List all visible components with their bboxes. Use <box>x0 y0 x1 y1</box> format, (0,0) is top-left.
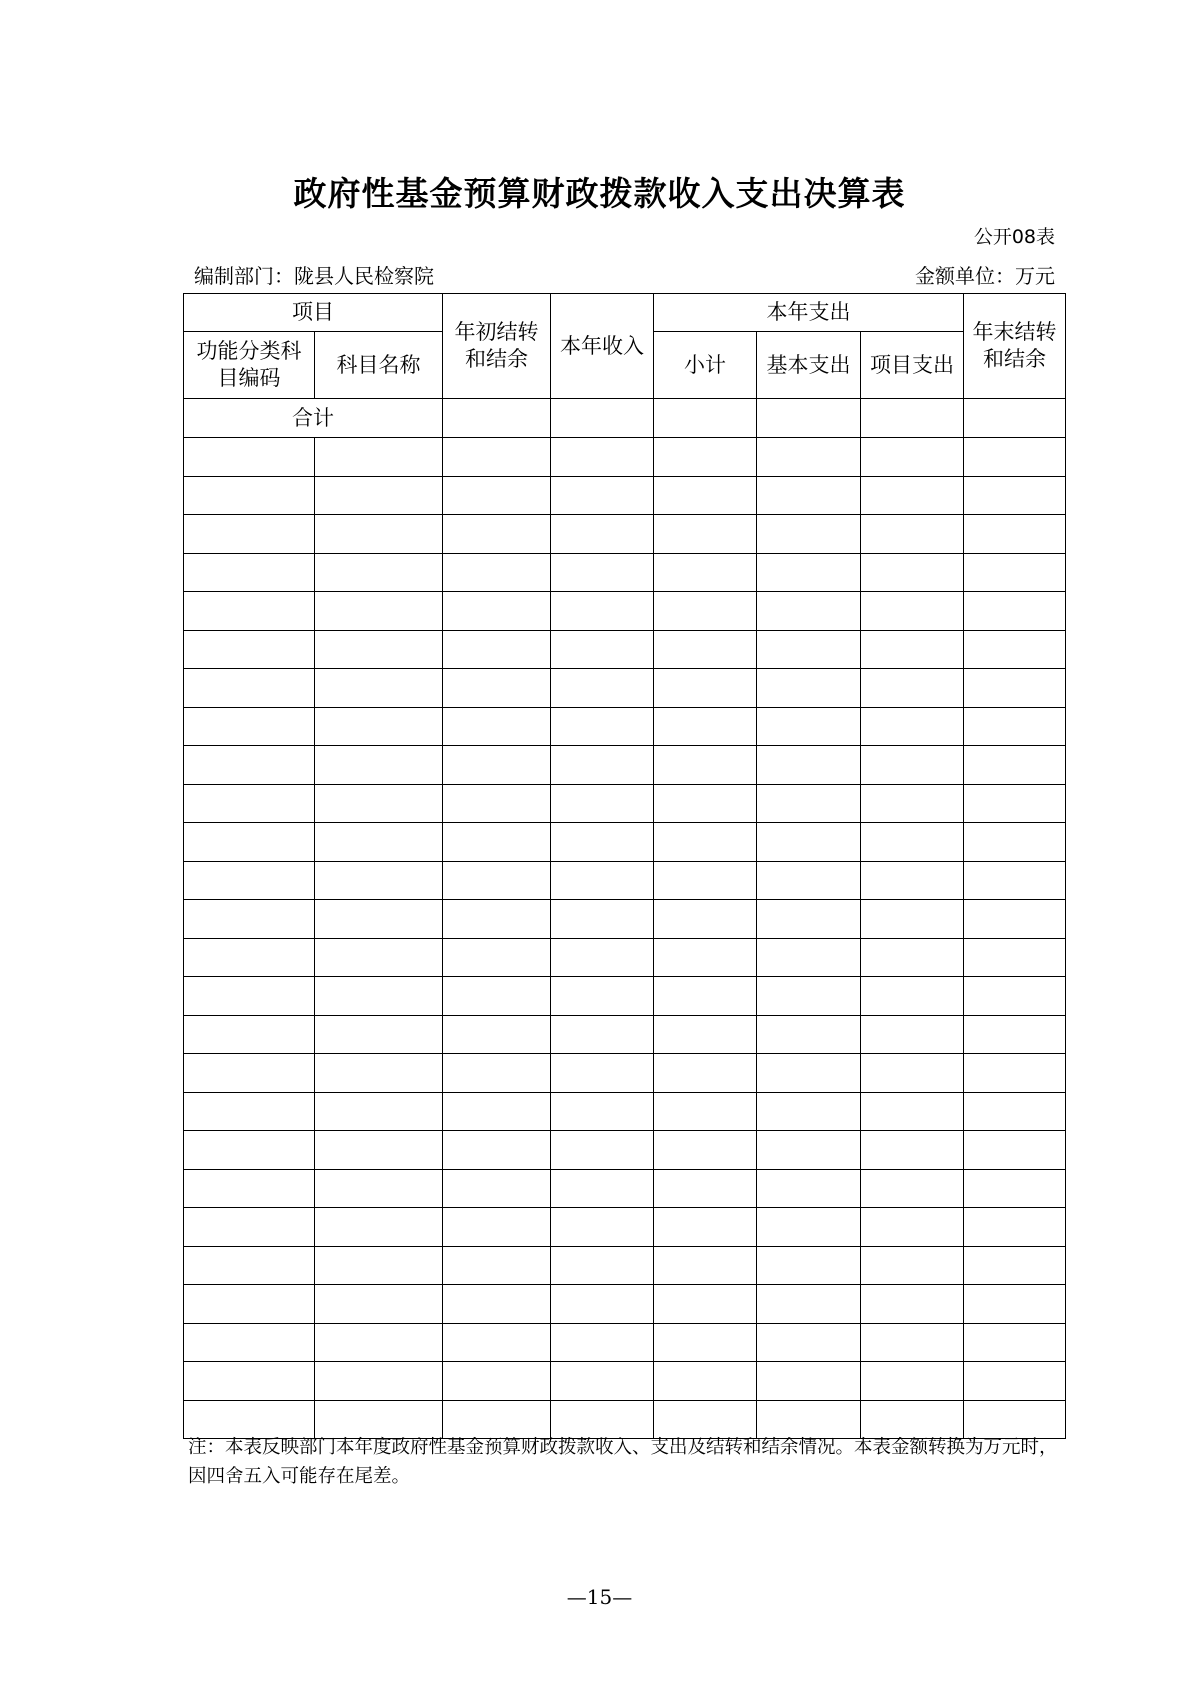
table-cell <box>551 553 654 592</box>
table-cell <box>443 1054 551 1093</box>
table-cell <box>654 938 757 977</box>
table-cell <box>757 746 861 785</box>
table-cell <box>654 515 757 554</box>
table-cell <box>551 977 654 1016</box>
table-cell <box>964 823 1066 862</box>
table-cell <box>443 1208 551 1247</box>
table-cell <box>861 669 964 708</box>
table-row <box>184 1323 1066 1362</box>
table-cell <box>551 438 654 477</box>
total-cell <box>757 399 861 438</box>
table-cell <box>654 438 757 477</box>
table-cell <box>551 1362 654 1401</box>
table-cell <box>551 861 654 900</box>
table-cell <box>315 669 443 708</box>
table-cell <box>551 592 654 631</box>
table-row <box>184 592 1066 631</box>
table-row <box>184 1246 1066 1285</box>
table-cell <box>315 1208 443 1247</box>
table-row <box>184 476 1066 515</box>
table-cell <box>757 1246 861 1285</box>
table-cell <box>654 630 757 669</box>
table-cell <box>964 515 1066 554</box>
table-row <box>184 861 1066 900</box>
table-cell <box>964 592 1066 631</box>
table-cell <box>964 1169 1066 1208</box>
table-cell <box>654 1169 757 1208</box>
table-cell <box>315 515 443 554</box>
table-cell <box>861 707 964 746</box>
table-cell <box>551 630 654 669</box>
table-cell <box>315 630 443 669</box>
table-cell <box>861 900 964 939</box>
header-subject-name: 科目名称 <box>315 332 443 399</box>
table-cell <box>757 669 861 708</box>
table-cell <box>861 553 964 592</box>
total-cell <box>964 399 1066 438</box>
table-cell <box>443 1092 551 1131</box>
table-cell <box>184 669 315 708</box>
table-cell <box>315 938 443 977</box>
table-row <box>184 438 1066 477</box>
table-cell <box>861 1169 964 1208</box>
table-cell <box>184 1015 315 1054</box>
table-cell <box>861 1285 964 1324</box>
table-cell <box>757 1054 861 1093</box>
table-row <box>184 938 1066 977</box>
table-cell <box>757 1285 861 1324</box>
table-cell <box>551 1246 654 1285</box>
table-cell <box>654 707 757 746</box>
table-cell <box>861 977 964 1016</box>
table-cell <box>757 1131 861 1170</box>
table-row <box>184 1092 1066 1131</box>
table-cell <box>184 823 315 862</box>
table-cell <box>315 977 443 1016</box>
table-cell <box>654 1323 757 1362</box>
table-cell <box>861 861 964 900</box>
table-row <box>184 900 1066 939</box>
table-cell <box>861 630 964 669</box>
table-cell <box>315 746 443 785</box>
table-cell <box>551 1092 654 1131</box>
table-row <box>184 1285 1066 1324</box>
table-cell <box>315 1246 443 1285</box>
table-cell <box>551 938 654 977</box>
page-number: —15— <box>566 1585 633 1609</box>
table-cell <box>551 1015 654 1054</box>
footnote: 注：本表反映部门本年度政府性基金预算财政拨款收入、支出及结转和结余情况。本表金额转换为万元时，因四舍五入可能存在尾差。 <box>188 1437 1058 1487</box>
table-cell <box>315 438 443 477</box>
table-cell <box>964 1092 1066 1131</box>
department-label: 编制部门：陇县人民检察院 <box>194 264 434 288</box>
table-cell <box>964 977 1066 1016</box>
table-cell <box>184 784 315 823</box>
table-row <box>184 707 1066 746</box>
header-item: 项目 <box>184 294 443 332</box>
header-begin-balance: 年初结转和结余 <box>443 294 551 399</box>
table-cell <box>443 669 551 708</box>
table-cell <box>964 1246 1066 1285</box>
table-row <box>184 515 1066 554</box>
table-row <box>184 1169 1066 1208</box>
header-row-1 <box>184 294 1066 332</box>
table-cell <box>443 977 551 1016</box>
table-cell <box>964 1131 1066 1170</box>
table-row <box>184 1015 1066 1054</box>
table-cell <box>861 438 964 477</box>
table-cell <box>964 553 1066 592</box>
table-cell <box>443 553 551 592</box>
table-cell <box>184 746 315 785</box>
table-cell <box>315 553 443 592</box>
table-cell <box>861 1362 964 1401</box>
table-cell <box>315 823 443 862</box>
table-cell <box>315 861 443 900</box>
table-cell <box>184 1054 315 1093</box>
table-cell <box>861 1015 964 1054</box>
table-cell <box>861 784 964 823</box>
total-row <box>184 399 1066 438</box>
table-cell <box>757 1208 861 1247</box>
table-cell <box>443 1131 551 1170</box>
table-cell <box>184 1131 315 1170</box>
table-cell <box>551 823 654 862</box>
table-cell <box>757 900 861 939</box>
table-cell <box>184 630 315 669</box>
table-cell <box>757 630 861 669</box>
table-cell <box>964 1285 1066 1324</box>
table-cell <box>964 1362 1066 1401</box>
table-cell <box>654 1131 757 1170</box>
table-cell <box>551 784 654 823</box>
table-cell <box>184 900 315 939</box>
table-cell <box>184 1323 315 1362</box>
table-cell <box>443 938 551 977</box>
table-cell <box>654 1092 757 1131</box>
table-cell <box>551 1208 654 1247</box>
table-cell <box>757 1015 861 1054</box>
header-end-balance: 年末结转和结余 <box>964 294 1066 399</box>
table-row <box>184 746 1066 785</box>
table-cell <box>551 1169 654 1208</box>
table-cell <box>551 707 654 746</box>
table-cell <box>654 784 757 823</box>
table-cell <box>654 900 757 939</box>
table-cell <box>443 1362 551 1401</box>
table-cell <box>443 476 551 515</box>
table-cell <box>443 784 551 823</box>
table-cell <box>184 1208 315 1247</box>
table-cell <box>861 476 964 515</box>
table-cell <box>654 553 757 592</box>
table-cell <box>184 938 315 977</box>
table-cell <box>654 1015 757 1054</box>
header-basic-expense: 基本支出 <box>757 332 861 399</box>
table-cell <box>443 630 551 669</box>
table-cell <box>757 438 861 477</box>
table-cell <box>315 1323 443 1362</box>
table-cell <box>184 1169 315 1208</box>
table-cell <box>654 746 757 785</box>
header-func-code: 功能分类科目编码 <box>184 332 315 399</box>
table-cell <box>184 476 315 515</box>
table-cell <box>654 1285 757 1324</box>
table-cell <box>964 438 1066 477</box>
table-cell <box>551 515 654 554</box>
table-cell <box>315 1169 443 1208</box>
table-cell <box>757 553 861 592</box>
table-cell <box>757 515 861 554</box>
table-cell <box>964 861 1066 900</box>
table-row <box>184 977 1066 1016</box>
table-cell <box>654 861 757 900</box>
table-row <box>184 1131 1066 1170</box>
total-cell <box>861 399 964 438</box>
table-cell <box>315 1015 443 1054</box>
table-cell <box>184 438 315 477</box>
table-cell <box>443 1285 551 1324</box>
table-row <box>184 1362 1066 1401</box>
table-cell <box>184 861 315 900</box>
table-cell <box>757 592 861 631</box>
table-cell <box>315 1362 443 1401</box>
header-income: 本年收入 <box>551 294 654 399</box>
header-expense: 本年支出 <box>654 294 964 332</box>
amount-unit-label: 金额单位：万元 <box>915 264 1055 288</box>
budget-table <box>183 293 1066 1439</box>
table-row <box>184 823 1066 862</box>
table-cell <box>315 1092 443 1131</box>
page-title: 政府性基金预算财政拨款收入支出决算表 <box>293 174 906 213</box>
table-cell <box>861 1323 964 1362</box>
table-cell <box>184 1362 315 1401</box>
table-cell <box>443 707 551 746</box>
table-cell <box>861 746 964 785</box>
table-cell <box>757 823 861 862</box>
table-cell <box>757 784 861 823</box>
table-cell <box>315 1131 443 1170</box>
table-cell <box>861 515 964 554</box>
table-cell <box>551 746 654 785</box>
table-cell <box>654 669 757 708</box>
table-row <box>184 669 1066 708</box>
table-cell <box>184 553 315 592</box>
table-cell <box>443 1169 551 1208</box>
table-cell <box>654 1362 757 1401</box>
table-cell <box>551 1054 654 1093</box>
form-number: 公开08表 <box>973 226 1055 248</box>
table-cell <box>551 669 654 708</box>
table-cell <box>184 977 315 1016</box>
table-cell <box>757 1323 861 1362</box>
table-cell <box>964 630 1066 669</box>
table-cell <box>964 1208 1066 1247</box>
table-cell <box>964 1323 1066 1362</box>
table-row <box>184 553 1066 592</box>
table-cell <box>964 900 1066 939</box>
table-row <box>184 784 1066 823</box>
table-row <box>184 1208 1066 1247</box>
header-subtotal: 小计 <box>654 332 757 399</box>
table-cell <box>654 1246 757 1285</box>
table-cell <box>757 938 861 977</box>
table-cell <box>184 1246 315 1285</box>
table-cell <box>315 784 443 823</box>
table-cell <box>757 861 861 900</box>
table-row <box>184 1054 1066 1093</box>
table-cell <box>964 669 1066 708</box>
table-cell <box>443 515 551 554</box>
table-cell <box>443 861 551 900</box>
table-cell <box>315 1054 443 1093</box>
table-cell <box>443 746 551 785</box>
table-cell <box>551 1285 654 1324</box>
table-cell <box>861 1092 964 1131</box>
table-cell <box>757 977 861 1016</box>
table-cell <box>315 707 443 746</box>
table-cell <box>964 707 1066 746</box>
table-cell <box>654 592 757 631</box>
table-cell <box>315 1285 443 1324</box>
table-cell <box>551 1323 654 1362</box>
table-cell <box>551 900 654 939</box>
table-cell <box>654 1208 757 1247</box>
table-cell <box>654 977 757 1016</box>
table-cell <box>964 476 1066 515</box>
table-cell <box>443 823 551 862</box>
table-cell <box>861 592 964 631</box>
table-cell <box>964 938 1066 977</box>
total-cell <box>654 399 757 438</box>
table-cell <box>315 592 443 631</box>
table-cell <box>551 1131 654 1170</box>
table-cell <box>964 1015 1066 1054</box>
table-cell <box>757 707 861 746</box>
table-cell <box>443 1015 551 1054</box>
total-cell <box>551 399 654 438</box>
total-label: 合计 <box>184 399 443 438</box>
table-cell <box>861 823 964 862</box>
table-cell <box>184 592 315 631</box>
table-cell <box>964 784 1066 823</box>
table-cell <box>443 438 551 477</box>
header-project-expense: 项目支出 <box>861 332 964 399</box>
table-cell <box>315 476 443 515</box>
table-cell <box>654 476 757 515</box>
table-cell <box>757 1362 861 1401</box>
table-cell <box>443 592 551 631</box>
total-cell <box>443 399 551 438</box>
table-cell <box>861 1246 964 1285</box>
table-cell <box>757 1169 861 1208</box>
table-cell <box>861 1208 964 1247</box>
table-cell <box>184 1092 315 1131</box>
table-cell <box>861 938 964 977</box>
table-cell <box>964 1054 1066 1093</box>
table-cell <box>443 1246 551 1285</box>
table-cell <box>654 1054 757 1093</box>
table-cell <box>315 900 443 939</box>
table-cell <box>184 1285 315 1324</box>
table-cell <box>861 1131 964 1170</box>
table-cell <box>757 1092 861 1131</box>
table-cell <box>184 515 315 554</box>
table-cell <box>184 707 315 746</box>
table-cell <box>964 746 1066 785</box>
table-cell <box>443 1323 551 1362</box>
table-cell <box>443 900 551 939</box>
table-cell <box>654 823 757 862</box>
table-cell <box>551 476 654 515</box>
table-row <box>184 630 1066 669</box>
table-cell <box>757 476 861 515</box>
table-cell <box>861 1054 964 1093</box>
